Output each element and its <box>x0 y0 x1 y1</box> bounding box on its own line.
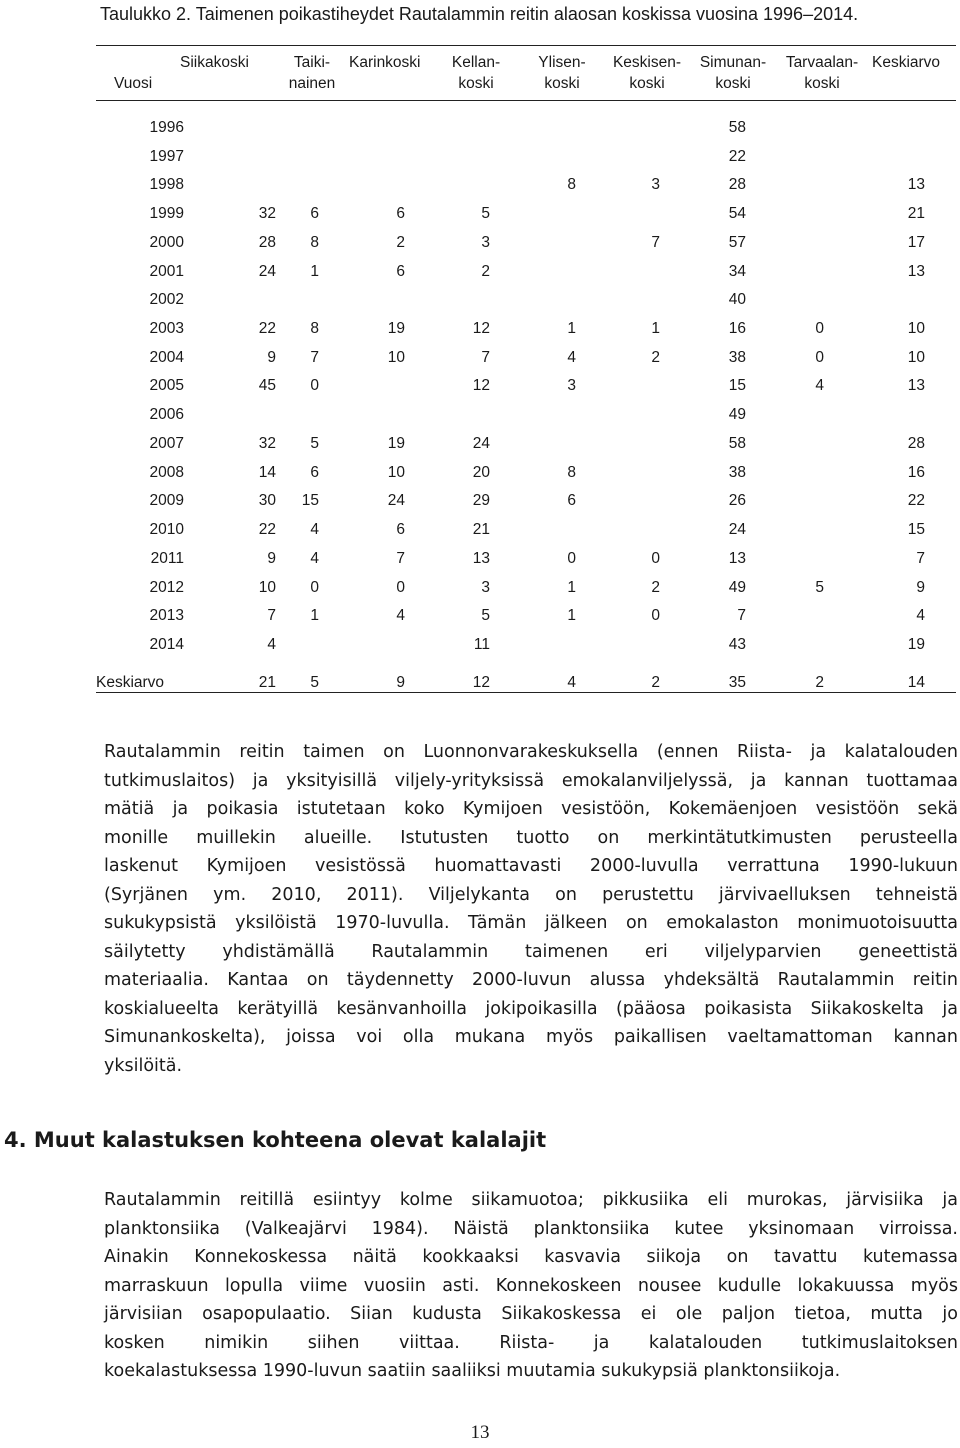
table-cell: 24 <box>472 434 490 452</box>
footer-cell: 12 <box>472 674 490 691</box>
footer-cell: 9 <box>396 674 405 691</box>
table-cell: 2 <box>651 578 660 596</box>
table-cell: 30 <box>258 492 276 510</box>
table-cell: 32 <box>258 434 276 452</box>
column-header-simunankoski <box>692 52 774 94</box>
row-year: 2009 <box>149 492 184 510</box>
table-cell: 40 <box>728 291 746 309</box>
table-cell: 29 <box>472 492 490 510</box>
table-cell: 45 <box>258 377 276 395</box>
row-year: 1998 <box>149 176 184 194</box>
text-line: järvisiian osapopulaatio. Siian kudusta Siikakoskessa ei ole paljon tietoa, mutta jo <box>104 1304 958 1324</box>
table-cell: 14 <box>258 463 276 481</box>
table-cell: 4 <box>916 607 925 625</box>
column-header-line: Vuosi <box>114 75 153 92</box>
page-number: 13 <box>470 1422 490 1443</box>
footer-cell: 4 <box>567 674 576 691</box>
table-cell: 0 <box>651 607 660 625</box>
column-header-line: Keskiarvo <box>872 54 941 71</box>
table-cell: 43 <box>728 635 746 653</box>
table-cell: 13 <box>728 549 746 567</box>
text-line: yksilöitä. <box>104 1055 183 1076</box>
text-line: monille muillekin alueille. Istutusten tuotto on merkintätutkimusten perusteella <box>104 827 958 848</box>
row-year: 2000 <box>149 233 184 251</box>
table-cell: 9 <box>916 578 925 596</box>
table-cell: 3 <box>481 233 490 251</box>
table-cell: 5 <box>481 205 490 223</box>
text-line: planktonsiika (Valkeajärvi 1984). Näistä planktonsiika kutee yksinomaan virroissa. <box>104 1218 958 1239</box>
table-cell: 8 <box>567 463 576 481</box>
row-year: 2001 <box>149 262 184 280</box>
table-cell: 1 <box>567 578 576 596</box>
table-cell: 58 <box>728 434 746 452</box>
text-line: kosken nimikin siihen viittaa. Riista- ja kalatalouden tutkimuslaitoksen <box>104 1332 958 1353</box>
table-cell: 5 <box>815 578 824 596</box>
table-cell: 1 <box>651 320 660 338</box>
text-line: sukukypsistä yksilöistä 1970-luvulla. Tämän jälkeen on emokalaston monimuotoisuutta <box>104 913 958 933</box>
table-cell: 3 <box>481 578 490 596</box>
table-cell: 57 <box>728 233 746 251</box>
table-cell: 13 <box>907 377 925 395</box>
table-cell: 38 <box>728 463 746 481</box>
table-cell: 28 <box>728 176 746 194</box>
column-header-siikakoski <box>180 52 260 73</box>
column-header-karinkoski <box>349 52 439 73</box>
table-cell: 19 <box>907 635 925 653</box>
table-cell: 5 <box>481 607 490 625</box>
footer-cell: 2 <box>815 674 824 691</box>
text-line: laskenut Kymijoen vesistössä huomattavasti 2000-luvulla verrattuna 1990-lukuun <box>104 856 958 876</box>
column-header-kellankoski <box>446 52 506 94</box>
column-header-vuosi <box>114 73 174 94</box>
table-cell: 22 <box>907 492 925 510</box>
table-cell: 22 <box>728 147 746 165</box>
row-year: 2011 <box>150 549 184 567</box>
table-cell: 15 <box>301 492 319 510</box>
column-header-line: Ylisen- <box>538 54 586 71</box>
table-cell: 32 <box>258 205 276 223</box>
column-header-line: nainen <box>288 75 336 92</box>
row-year: 2010 <box>149 521 184 539</box>
row-year: 2013 <box>149 607 184 625</box>
table-cell: 3 <box>567 377 576 395</box>
table-cell: 22 <box>258 521 276 539</box>
table-cell: 12 <box>472 320 490 338</box>
table-cell: 24 <box>728 521 746 539</box>
column-header-line: Simunan- <box>699 54 767 71</box>
table-cell: 0 <box>310 578 319 596</box>
table-cell: 12 <box>472 377 490 395</box>
column-header-line: koski <box>458 75 494 92</box>
table-cell: 1 <box>310 262 319 280</box>
table-cell: 7 <box>481 348 490 366</box>
table-cell: 1 <box>567 607 576 625</box>
row-year: 2003 <box>149 320 184 338</box>
table-cell: 4 <box>310 549 319 567</box>
text-line: Simunankoskelta), joissa voi olla mukana myös paikallisen vaeltamattoman kannan <box>104 1027 958 1047</box>
table-cell: 1 <box>567 320 576 338</box>
table-caption: Taulukko 2. Taimenen poikastiheydet Rautalammin reitin alaosan koskissa vuosina 1996–2014. <box>100 4 859 24</box>
table-cell: 10 <box>387 348 405 366</box>
footer-cell: 5 <box>310 674 319 691</box>
column-header-tarvaalankoski <box>776 52 868 94</box>
table-cell: 7 <box>737 607 746 625</box>
table-cell: 10 <box>907 348 925 366</box>
row-year: 2002 <box>149 291 184 309</box>
table-cell: 4 <box>567 348 576 366</box>
column-header-ylisenkoski <box>532 52 592 94</box>
table-cell: 13 <box>907 262 925 280</box>
table-cell: 6 <box>396 262 405 280</box>
table-cell: 19 <box>387 434 405 452</box>
column-header-line: koski <box>715 75 751 92</box>
table-cell: 24 <box>387 492 405 510</box>
text-line: säilytetty yhdistämällä Rautalammin taimenen eri viljelyparvien geneettistä <box>104 941 958 962</box>
table-cell: 13 <box>907 176 925 194</box>
table-cell: 1 <box>310 607 319 625</box>
column-header-line: Tarvaalan- <box>785 54 859 71</box>
table-cell: 4 <box>396 607 405 625</box>
table-cell: 6 <box>310 463 319 481</box>
table-cell: 2 <box>651 348 660 366</box>
table-cell: 9 <box>267 348 276 366</box>
footer-cell: 2 <box>651 674 660 691</box>
column-header-line: koski <box>544 75 580 92</box>
table-cell: 0 <box>567 549 576 567</box>
table-top-rule <box>96 45 956 46</box>
table-cell: 8 <box>310 233 319 251</box>
table-cell: 15 <box>728 377 746 395</box>
row-year: 2007 <box>149 434 184 452</box>
column-header-line: koski <box>629 75 665 92</box>
table-cell: 7 <box>267 607 276 625</box>
table-cell: 8 <box>310 320 319 338</box>
row-year: 1997 <box>149 147 184 165</box>
text-line: (Syrjänen ym. 2010, 2011). Viljelykanta on perustettu järvivaelluksen tehneistä <box>104 884 958 905</box>
footer-cell: 35 <box>728 674 746 691</box>
table-cell: 54 <box>728 205 746 223</box>
table-cell: 11 <box>473 635 490 653</box>
table-cell: 49 <box>728 406 746 424</box>
text-line: Rautalammin reitin taimen on Luonnonvarakeskuksella (ennen Riista- ja kalatalouden <box>104 742 958 762</box>
text-line: marraskuun lopulla viime vuosiin asti. Konnekoskeen nousee kudulle lokakuussa myös <box>104 1275 958 1296</box>
footer-label: Keskiarvo <box>96 674 165 691</box>
section-heading: 4. Muut kalastuksen kohteena olevat kalalajit <box>4 1128 547 1152</box>
row-year: 2012 <box>149 578 184 596</box>
text-line: koskialueelta kerätyillä kesänvanhoilla jokipoikasilla (pääosa poikasista Siikakoskelta ja <box>104 998 958 1019</box>
table-cell: 49 <box>728 578 746 596</box>
table-cell: 20 <box>472 463 490 481</box>
row-year: 2008 <box>149 463 184 481</box>
row-year: 2006 <box>149 406 184 424</box>
row-year: 2005 <box>149 377 184 395</box>
paragraph-whitefish <box>104 1186 958 1386</box>
column-header-keskiarvo <box>872 52 954 73</box>
density-table <box>96 45 956 693</box>
table-cell: 0 <box>815 320 824 338</box>
table-cell: 7 <box>651 233 660 251</box>
table-cell: 58 <box>728 119 746 136</box>
table-cell: 2 <box>481 262 490 280</box>
table-cell: 7 <box>916 549 925 567</box>
text-line: Ainakin Konnekoskessa näitä kookkaaksi kasvavia siikoja on tavattu kutemassa <box>104 1247 958 1267</box>
table-cell: 13 <box>472 549 490 567</box>
table-cell: 24 <box>258 262 276 280</box>
table-cell: 21 <box>472 521 490 539</box>
table-header-rule <box>96 100 956 101</box>
row-year: 2004 <box>149 348 184 366</box>
text-line: tutkimuslaitos) ja yksityisillä viljely-yrityksissä emokalanviljelyssä, ja kannan tuottamaa <box>104 770 958 791</box>
table-cell: 0 <box>815 348 824 366</box>
footer-cell: 21 <box>258 674 276 691</box>
text-line: Rautalammin reitillä esiintyy kolme siikamuotoa; pikkusiika eli murokas, järvisiika ja <box>104 1190 958 1210</box>
table-cell: 6 <box>567 492 576 510</box>
table-cell: 0 <box>310 377 319 395</box>
table-cell: 16 <box>728 320 746 338</box>
table-cell: 19 <box>387 320 405 338</box>
row-year: 1999 <box>149 205 184 223</box>
table-cell: 10 <box>258 578 276 596</box>
table-cell: 6 <box>310 205 319 223</box>
table-cell: 4 <box>267 635 276 653</box>
table-cell: 7 <box>396 549 405 567</box>
column-header-line: Karinkoski <box>349 54 421 71</box>
table-cell: 10 <box>387 463 405 481</box>
table-cell: 6 <box>396 205 405 223</box>
table-cell: 6 <box>396 521 405 539</box>
table-cell: 28 <box>907 434 925 452</box>
table-cell: 10 <box>907 320 925 338</box>
text-line: koekalastuksessa 1990-luvun saatiin saaliiksi muutamia sukukypsiä planktonsiikoja. <box>104 1361 841 1381</box>
table-cell: 28 <box>258 233 276 251</box>
column-header-line: Kellan- <box>451 54 501 71</box>
table-cell: 17 <box>907 233 925 251</box>
row-year: 2014 <box>149 635 184 653</box>
table-cell: 7 <box>310 348 319 366</box>
table-cell: 3 <box>651 176 660 194</box>
footer-cell: 14 <box>907 674 925 691</box>
table-cell: 0 <box>396 578 405 596</box>
table-cell: 9 <box>267 549 276 567</box>
table-cell: 16 <box>907 463 925 481</box>
row-year: 1996 <box>149 119 184 136</box>
column-header-taikinainen <box>282 52 342 94</box>
table-cell: 22 <box>258 320 276 338</box>
table-cell: 5 <box>310 434 319 452</box>
column-header-line: Taiki- <box>293 54 331 71</box>
table-cell: 26 <box>728 492 746 510</box>
column-header-line: Siikakoski <box>180 54 249 71</box>
table-cell: 15 <box>907 521 925 539</box>
table-cell: 4 <box>310 521 319 539</box>
text-line: materiaalia. Kantaa on täydennetty 2000-luvun alussa yhdeksältä Rautalammin reitin <box>104 970 958 990</box>
column-header-keskisenkoski <box>606 52 688 94</box>
table-cell: 4 <box>815 377 824 395</box>
column-header-line: Keskisen- <box>612 54 682 71</box>
table-cell: 38 <box>728 348 746 366</box>
paragraph-trout-stock <box>104 738 958 1080</box>
table-cell: 34 <box>728 262 746 280</box>
column-header-line: koski <box>804 75 840 92</box>
table-cell: 21 <box>907 205 925 223</box>
table-cell: 8 <box>567 176 576 194</box>
table-cell: 2 <box>396 233 405 251</box>
text-line: mätiä ja poikasia istutetaan koko Kymijoen vesistöön, Kokemäenjoen vesistöön sekä <box>104 799 958 819</box>
table-cell: 0 <box>651 549 660 567</box>
